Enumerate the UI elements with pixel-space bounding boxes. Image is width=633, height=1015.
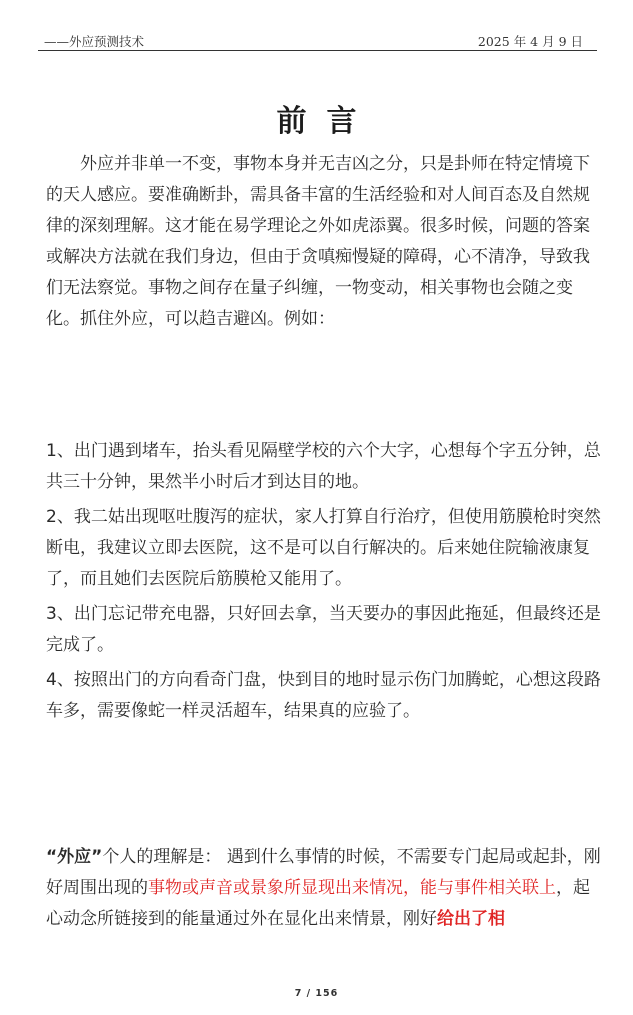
- example-item: 2、我二姑出现呕吐腹泻的症状，家人打算自行治疗，但使用筋膜枪时突然断电，我建议立即去医院，这不是可以自行解决的。后来她住院输液康复了，而且她们去医院后筋膜枪又能用了。: [46, 507, 601, 589]
- header-book-title: ——外应预测技术: [44, 34, 145, 49]
- examples-list: [46, 436, 603, 731]
- page-header: [38, 30, 597, 51]
- example-item: 1、出门遇到堵车，抬头看见隔壁学校的六个大字，心想每个字五分钟，总共三十分钟，果然半小时后才到达目的地。: [46, 441, 601, 492]
- example-item: 3、出门忘记带充电器，只好回去拿，当天要办的事因此拖延，但最终还是完成了。: [46, 604, 601, 655]
- page-number: 7 / 156: [294, 988, 339, 999]
- definition-highlight-2: 给出了相: [437, 909, 505, 929]
- definition-text-2: ，起心动念所链接到的能量通过外在显化出来情景，刚好: [46, 878, 590, 929]
- page-title: 前言: [276, 104, 377, 139]
- definition-paragraph: [46, 842, 603, 935]
- example-item: 4、按照出门的方向看奇门盘，快到目的地时显示伤门加腾蛇，心想这段路车多，需要像蛇一样灵活超车，结果真的应验了。: [46, 670, 601, 721]
- definition-text-1: 个人的理解是： 遇到什么事情的时候，不需要专门起局或起卦，刚好周围出现的: [46, 847, 601, 898]
- header-date: 2025 年 4 月 9 日: [477, 34, 583, 49]
- definition-highlight-1: 事物或声音或景象所显现出来情况，能与事件相关联上: [148, 878, 556, 898]
- intro-paragraph: 外应并非单一不变，事物本身并无吉凶之分，只是卦师在特定情境下的天人感应。要准确断卦，需具备丰富的生活经验和对人间百态及自然规律的深刻理解。这才能在易学理论之外如虎添翼。很多时候，问题的答案或解决方法就在我们身边，但由于贪嗔痴慢疑的障碍，心不清净，导致我们无法察觉。事物之间存在量子纠缠，一物变动，相关事物也会随之变化。抓住外应，可以趋吉避凶。例如：: [46, 154, 590, 329]
- definition-term: “外应”: [46, 847, 103, 867]
